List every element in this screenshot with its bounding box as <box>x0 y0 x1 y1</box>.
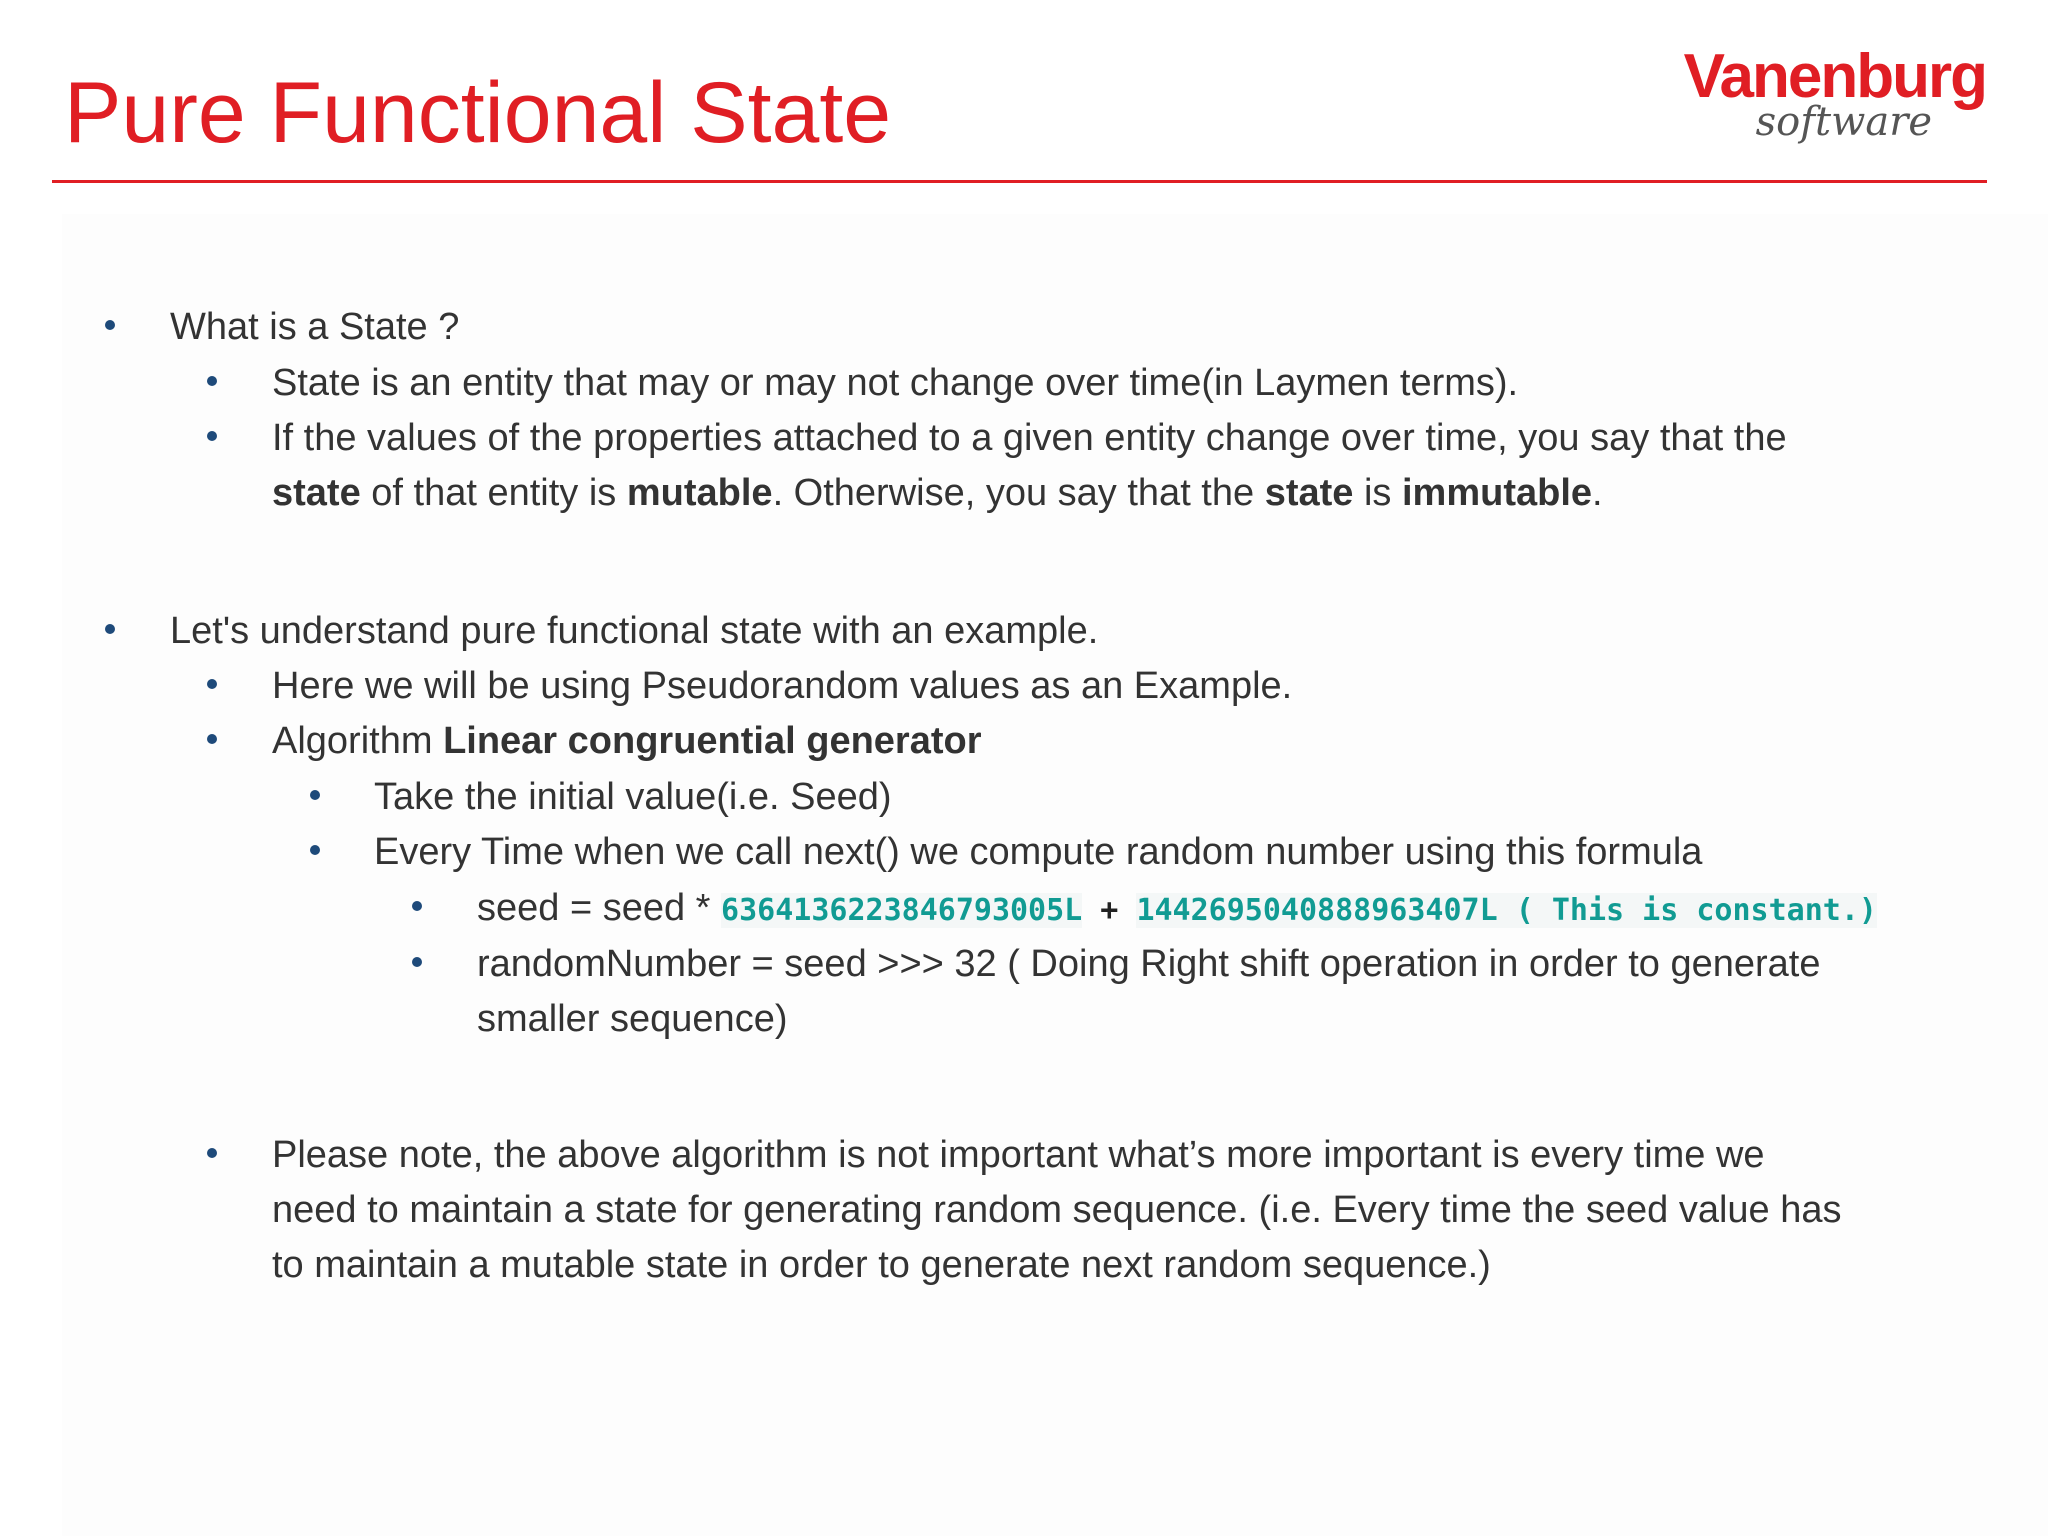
step-initial-value: Take the initial value(i.e. Seed) <box>374 776 892 818</box>
bullet-pseudorandom: Here we will be using Pseudorandom values as an Example. <box>272 665 1293 707</box>
company-logo <box>1683 42 1996 156</box>
note-line1: Please note, the above algorithm is not important what’s more important is every time we <box>272 1134 1765 1176</box>
constant-note: ( This is constant.) <box>1497 893 1877 928</box>
algorithm-name: Linear congruential generator <box>443 720 982 762</box>
bullet-icon <box>105 320 115 330</box>
bullet-icon <box>412 957 422 967</box>
step-compute: Every Time when we call next() we compute random number using this formula <box>374 831 1703 873</box>
multiplier-constant: 6364136223846793005L <box>721 893 1083 928</box>
bullet-icon <box>105 624 115 634</box>
term-state: state <box>272 472 361 514</box>
bullet-mutable-definition-line1: If the values of the properties attached to a given entity change over time, you say that the <box>272 417 1787 459</box>
bullet-icon <box>207 679 217 689</box>
bullet-icon <box>310 845 320 855</box>
bullet-mutable-definition-line2: state of that entity is mutable. Otherwise, you say that the state is immutable. <box>272 472 1603 514</box>
bullet-heading-example: Let's understand pure functional state with an example. <box>170 610 1099 652</box>
bullet-icon <box>207 1148 217 1158</box>
increment-constant: 1442695040888963407L <box>1136 893 1498 928</box>
bullet-heading-what-is-state: What is a State ? <box>170 306 460 348</box>
bullet-icon <box>207 376 217 386</box>
bullet-icon <box>207 734 217 744</box>
term-state: state <box>1264 472 1354 514</box>
logo-tagline: software <box>1755 99 1932 145</box>
bullet-state-definition: State is an entity that may or may not change over time(in Laymen terms). <box>272 362 1519 404</box>
term-immutable: immutable <box>1401 472 1593 514</box>
bullet-icon <box>310 790 320 800</box>
bullet-icon <box>207 431 217 441</box>
bullet-icon <box>412 901 422 911</box>
title-divider <box>52 180 1987 183</box>
formula-seed: seed = seed * 6364136223846793005L + 1442695040888963407L ( This is constant.) <box>477 887 1877 929</box>
note-line3: to maintain a mutable state in order to generate next random sequence.) <box>272 1244 1491 1286</box>
bullet-algorithm: Algorithm Linear congruential generator <box>272 720 982 762</box>
content-panel <box>62 214 2048 1536</box>
logo-name: Vanenburg <box>1683 42 1986 111</box>
formula-random-line2: smaller sequence) <box>477 998 788 1040</box>
slide-title: Pure Functional State <box>64 65 892 161</box>
formula-random-line1: randomNumber = seed >>> 32 ( Doing Right shift operation in order to generate <box>477 943 1821 985</box>
term-mutable: mutable <box>626 472 773 514</box>
note-line2: need to maintain a state for generating random sequence. (i.e. Every time the seed value has <box>272 1189 1842 1231</box>
